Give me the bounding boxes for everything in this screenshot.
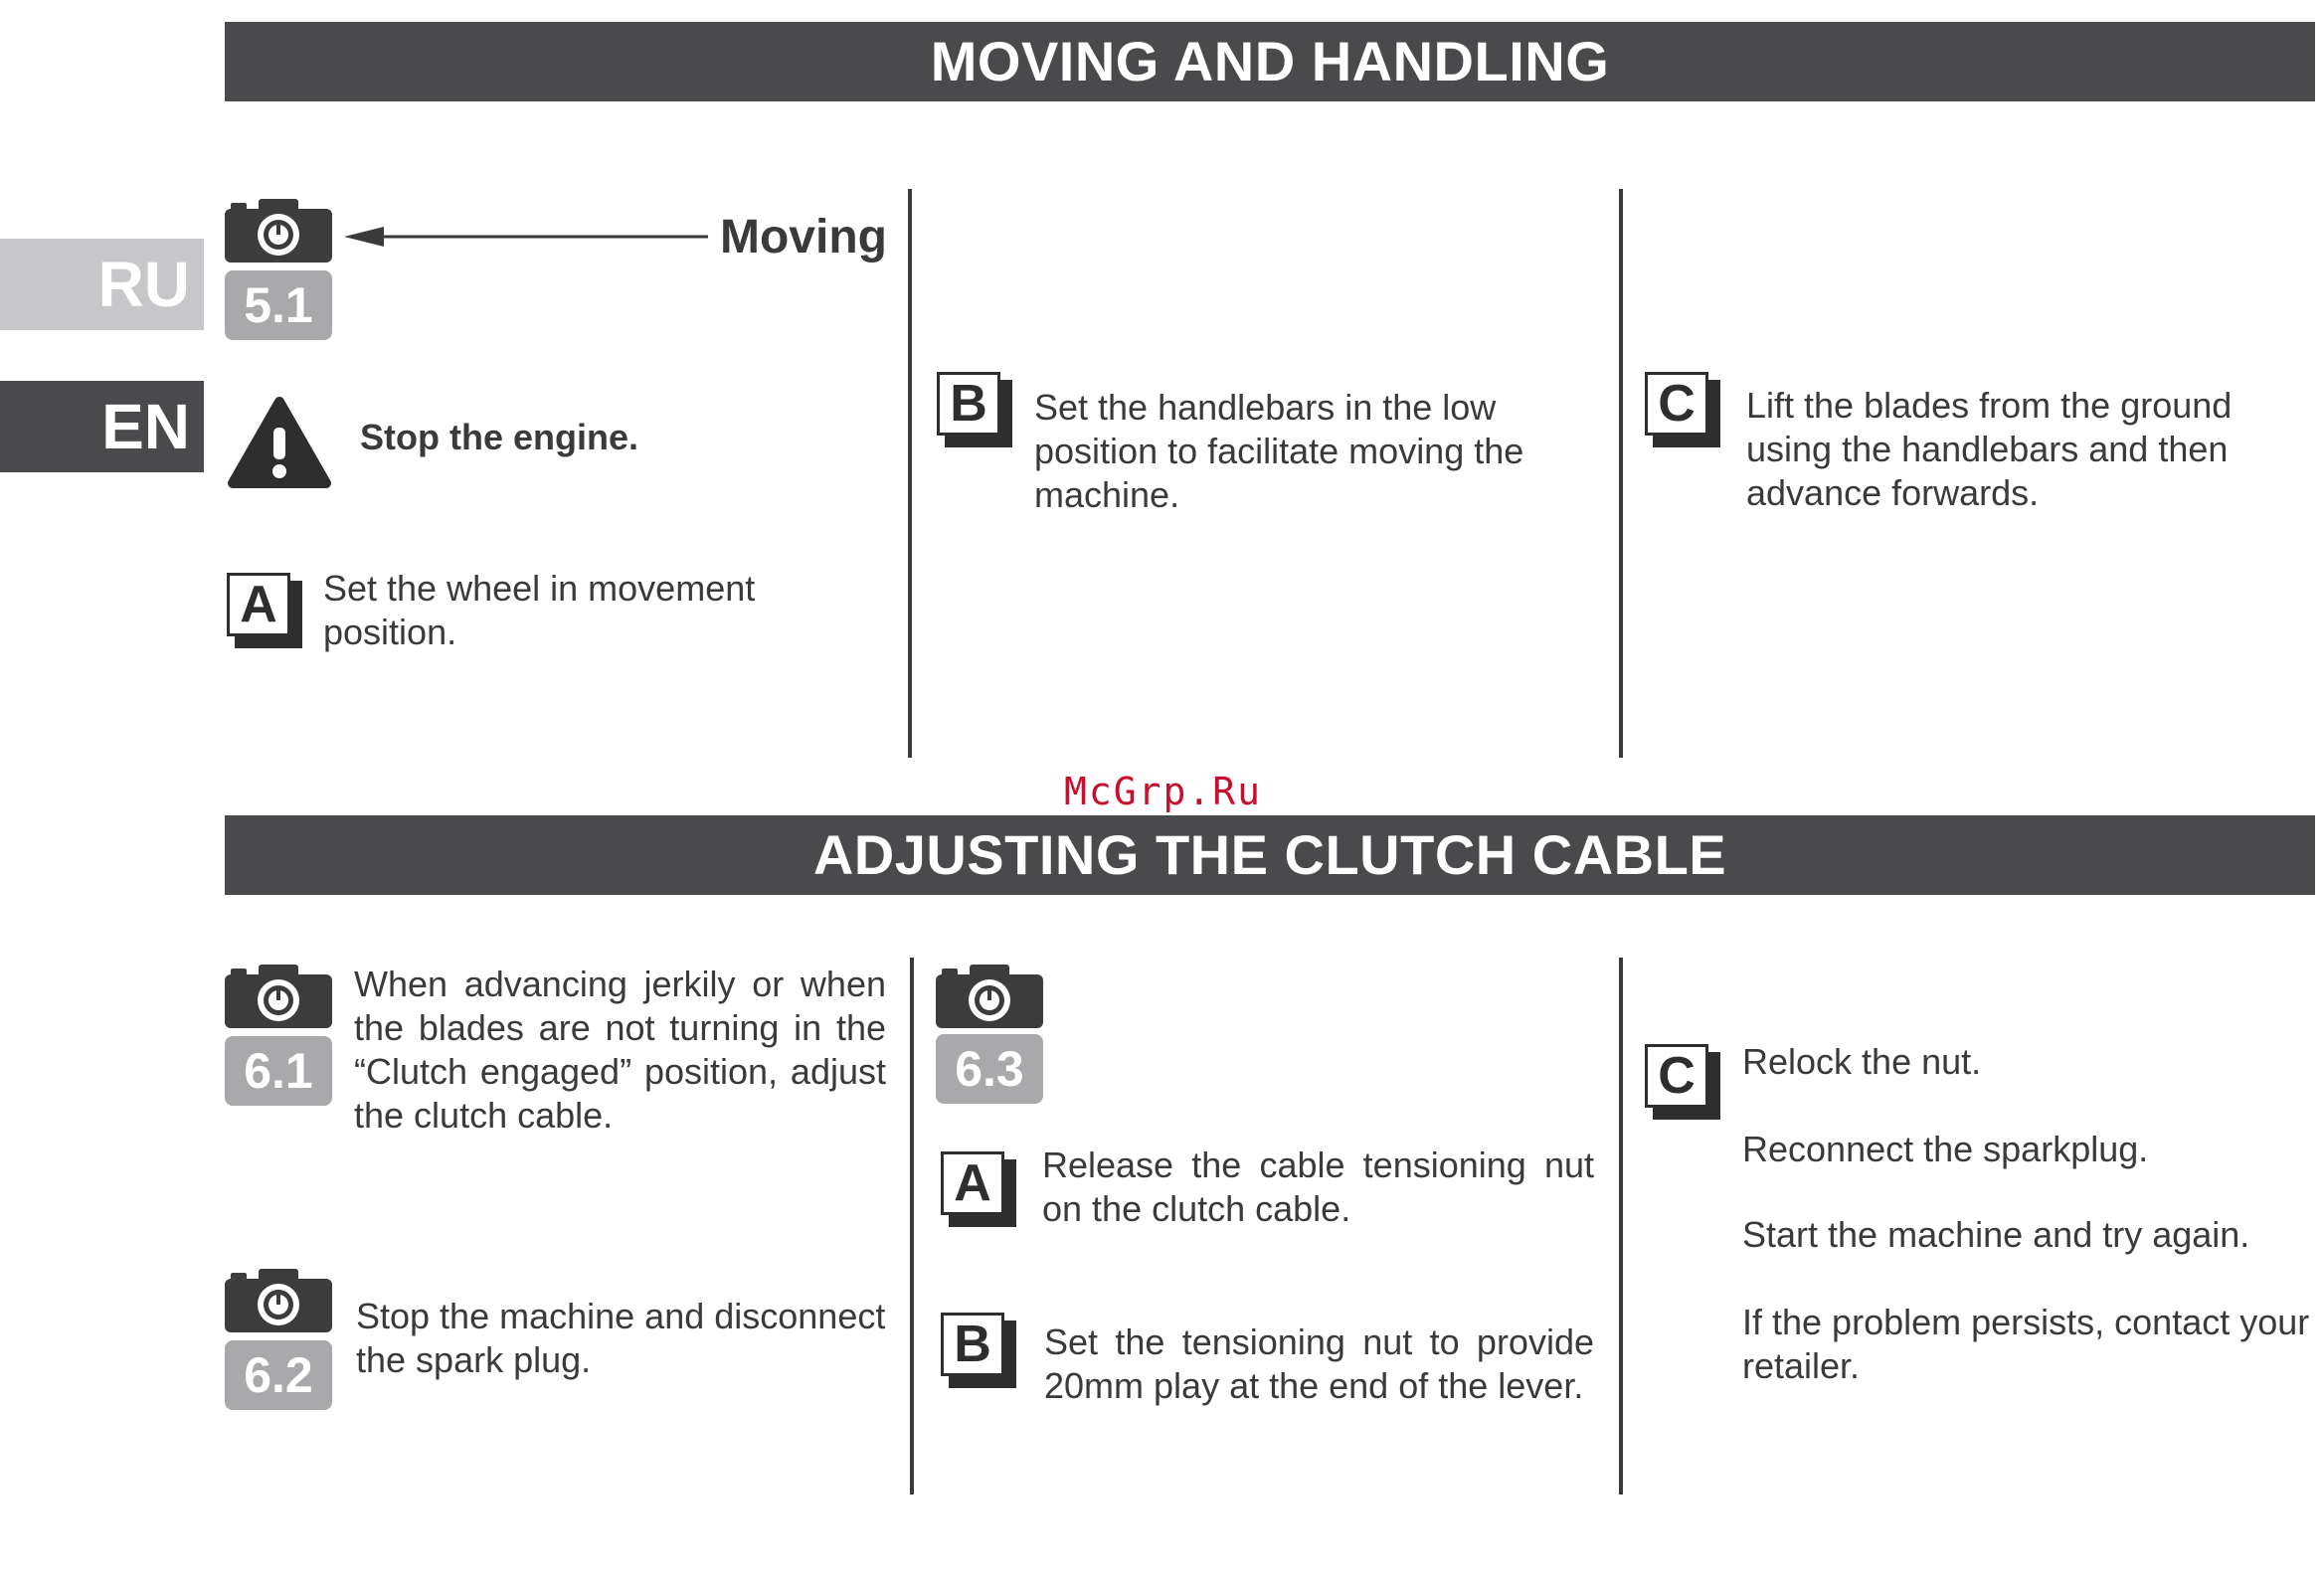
warning-icon [227, 396, 332, 489]
moving-step-b-text: Set the handlebars in the low position to facilitate moving the machine. [1034, 387, 1524, 515]
column-divider [908, 189, 912, 758]
step-letter-c: C [1645, 1044, 1716, 1116]
watermark: McGrp.Ru [1064, 770, 1263, 813]
warning-text: Stop the engine. [360, 417, 639, 457]
moving-step-a-text: Set the wheel in movement position. [323, 568, 756, 652]
step-letter-a: A [941, 1151, 1012, 1223]
language-tab-ru[interactable]: RU [0, 239, 204, 330]
section-banner-clutch: ADJUSTING THE CLUTCH CABLE [225, 815, 2315, 895]
clutch-step-b-text: Set the tensioning nut to provide 20mm play at the end of the lever. [1044, 1321, 1594, 1406]
moving-label: Moving [720, 211, 887, 264]
section-banner-moving: MOVING AND HANDLING [225, 22, 2315, 101]
figure-ref-badge: 6.1 [225, 1036, 332, 1106]
column-divider [1619, 189, 1623, 758]
column-divider [1619, 958, 1623, 1495]
clutch-step-a-text: Release the cable tensioning nut on the clutch cable. [1042, 1144, 1594, 1229]
camera-icon [225, 197, 332, 263]
step-letter-a: A [227, 573, 298, 644]
clutch-step-c-line-2: Reconnect the sparkplug. [1742, 1129, 2149, 1169]
figure-ref-badge: 6.3 [936, 1034, 1043, 1104]
clutch-stop-text: Stop the machine and disconnect the spark plug. [356, 1296, 886, 1380]
camera-icon [936, 963, 1043, 1028]
moving-step-c-text: Lift the blades from the ground using the handlebars and then advance forwards. [1746, 385, 2233, 513]
arrow-left-icon [344, 225, 708, 249]
language-tab-en[interactable]: EN [0, 381, 204, 472]
figure-ref-badge: 5.1 [225, 270, 332, 340]
step-letter-b: B [941, 1313, 1012, 1384]
clutch-step-c-line-4: If the problem persists, contact your retailer. [1742, 1302, 2310, 1386]
clutch-step-c-line-1: Relock the nut. [1742, 1041, 1982, 1082]
clutch-intro-text: When advancing jerkily or when the blades are not turning in the “Clutch engaged” position, adjust the clutch cable. [354, 964, 886, 1136]
camera-icon [225, 963, 332, 1028]
figure-ref-badge: 6.2 [225, 1340, 332, 1410]
step-letter-c: C [1645, 372, 1716, 443]
camera-icon [225, 1267, 332, 1332]
step-letter-b: B [937, 372, 1008, 443]
clutch-step-c-line-3: Start the machine and try again. [1742, 1214, 2250, 1255]
column-divider [910, 958, 914, 1495]
